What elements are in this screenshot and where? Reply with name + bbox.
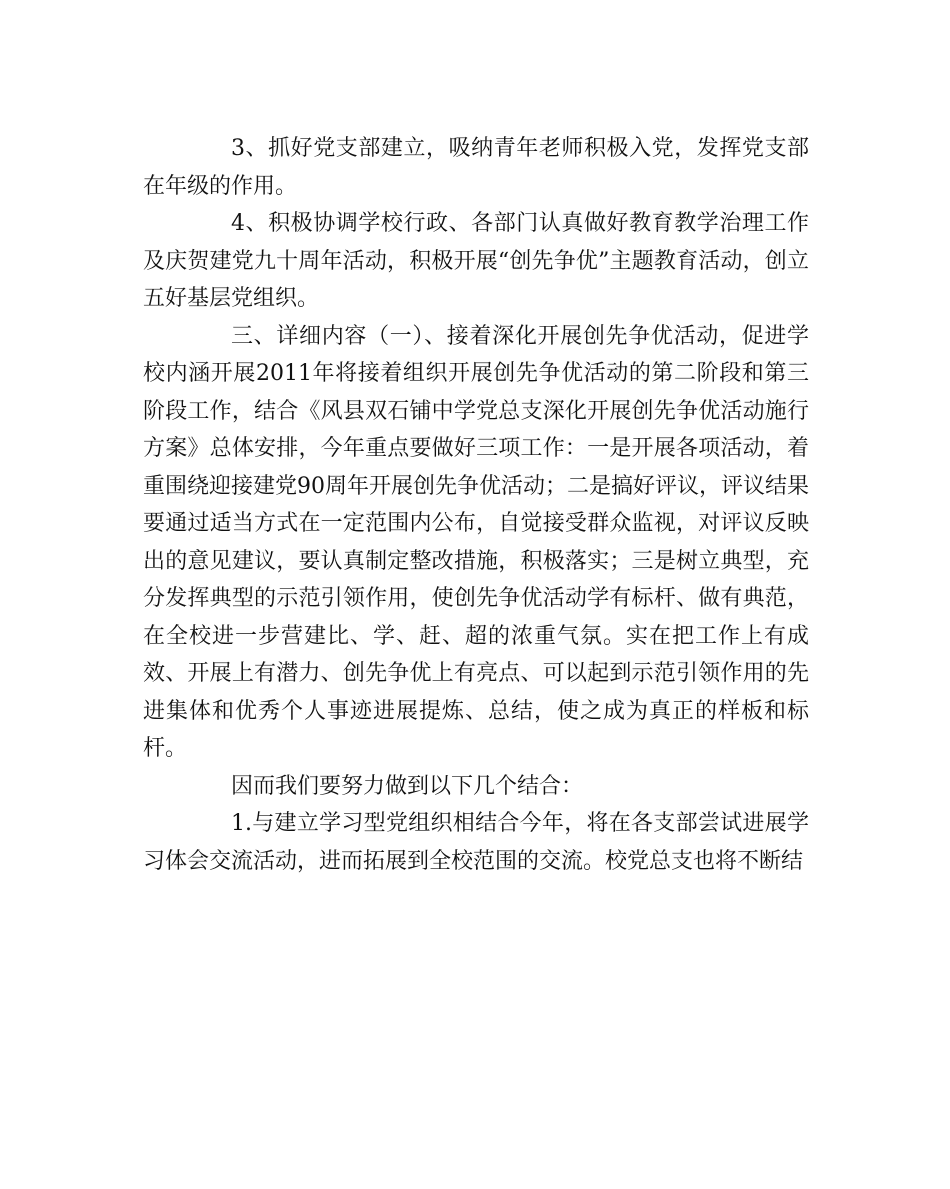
paragraph-section-3-content: 三、详细内容（一）、接着深化开展创先争优活动，促进学校内涵开展2011年将接着组织开展创先争优活动的第二阶段和第三阶段工作，结合《风县双石铺中学党总支深化开展创先争优活动施行方案》总体安排，今年重点要做好三项工作：一是开展各项活动，着重围绕迎接建党90周年开展创先争优活动；二是搞好评议，评议结果要通过适当方式在一定范围内公布，自觉接受群众监视，对评议反映出的意见建议，要认真制定整改措施，积极落实；三是树立典型，充分发挥典型的示范引领作用，使创先争优活动学有标杆、做有典范，在全校进一步营建比、学、赶、超的浓重气氛。实在把工作上有成效、开展上有潜力、创先争优上有亮点、可以起到示范引领作用的先进集体和优秀个人事迹进展提炼、总结，使之成为真正的样板和标杆。 — [143, 323, 809, 761]
paragraph-combination-1: 1.与建立学习型党组织相结合今年，将在各支部尝试进展学习体会交流活动，进而拓展到全校范围的交流。校党总支也将不断结 — [143, 811, 809, 874]
paragraph-combination-intro: 因而我们要努力做到以下几个结合： — [231, 773, 584, 799]
paragraph-item-3: 3、抓好党支部建立，吸纳青年老师积极入党，发挥党支部在年级的作用。 — [143, 136, 809, 199]
paragraph-item-4: 4、积极协调学校行政、各部门认真做好教育教学治理工作及庆贺建党九十周年活动，积极开展“创先争优”主题教育活动，创立五好基层党组织。 — [143, 211, 809, 311]
document-body — [143, 130, 809, 880]
